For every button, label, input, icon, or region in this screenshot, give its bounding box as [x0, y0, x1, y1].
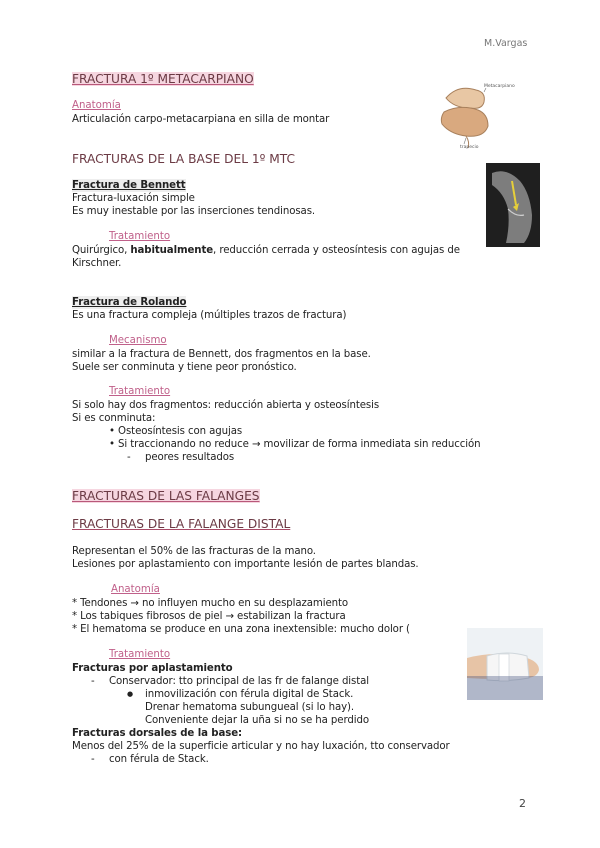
bennett-treatment-label: Tratamiento — [109, 231, 171, 242]
crush-line2: Drenar hematoma subungueal (si lo hay). — [145, 702, 355, 713]
section-title-base-mtc: FRACTURAS DE LA BASE DEL 1º MTC — [72, 152, 296, 166]
bennett-treatment-text: Quirúrgico, habitualmente, reducción cerrada y osteosíntesis con agujas de Kirschner. — [72, 245, 460, 269]
illustration-label-top: Metacarpiano — [484, 84, 515, 89]
rolando-t1: Si solo hay dos fragmentos: reducción abierta y osteosíntesis — [72, 400, 380, 411]
author-name: M.Vargas — [484, 38, 528, 49]
bennett-xray-image — [486, 163, 540, 247]
dorsal-title: Fracturas dorsales de la base: — [72, 728, 243, 739]
dorsal-dash: con férula de Stack. — [109, 754, 209, 765]
rolando-bullet1: • Osteosíntesis con agujas — [109, 426, 243, 437]
rolando-title: Fractura de Rolando — [72, 297, 187, 308]
rolando-dash1: peores resultados — [145, 452, 235, 463]
rolando-mech2: Suele ser conminuta y tiene peor pronóstico. — [72, 362, 297, 373]
bennett-line1: Fractura-luxación simple — [72, 193, 195, 204]
phalanx-anatomy-label: Anatomía — [111, 584, 160, 595]
section-title-metacarpal: FRACTURA 1º METACARPIANO — [72, 72, 254, 86]
rolando-bullet2: • Si traccionando no reduce → movilizar de forma inmediata sin reducción — [109, 439, 481, 450]
crush-title: Fracturas por aplastamiento — [72, 663, 233, 674]
crush-dash: Conservador: tto principal de las fr de falange distal — [109, 676, 370, 687]
carpometacarpal-joint-illustration — [436, 78, 528, 154]
phalanx-treatment-label: Tratamiento — [109, 649, 171, 660]
section-title-phalanges: FRACTURAS DE LAS FALANGES — [72, 489, 260, 503]
crush-dash-mark: - — [91, 676, 95, 687]
bennett-line2: Es muy inestable por las inserciones tendinosas. — [72, 206, 316, 217]
dorsal-dash-mark: - — [91, 754, 95, 765]
anatomy-text: Articulación carpo-metacarpiana en silla de montar — [72, 114, 330, 125]
rolando-treatment-label: Tratamiento — [109, 386, 171, 397]
rolando-mechanism-label: Mecanismo — [109, 335, 167, 346]
rolando-dash-mark: - — [127, 452, 131, 463]
rolando-mech1: similar a la fractura de Bennett, dos fragmentos en la base. — [72, 349, 371, 360]
dorsal-text: Menos del 25% de la superficie articular y no hay luxación, tto conservador — [72, 741, 450, 752]
page-number: 2 — [519, 797, 526, 810]
anatomy-label: Anatomía — [72, 100, 121, 111]
rolando-t2: Si es conminuta: — [72, 413, 156, 424]
illustration-label-bottom: trapecio — [460, 145, 479, 150]
crush-line3: Conveniente dejar la uña si no se ha perdido — [145, 715, 369, 726]
phalanx-intro2: Lesiones por aplastamiento con importante lesión de partes blandas. — [72, 559, 419, 570]
phalanx-anatomy2: * Los tabiques fibrosos de piel → estabilizan la fractura — [72, 611, 346, 622]
phalanx-anatomy3: * El hematoma se produce en una zona inextensible: mucho dolor ( — [72, 624, 410, 635]
bennett-title: Fractura de Bennett — [72, 180, 186, 191]
stack-splint-image — [467, 628, 543, 700]
phalanx-intro1: Representan el 50% de las fracturas de la mano. — [72, 546, 316, 557]
crush-bullet: inmovilización con férula digital de Stack. — [145, 689, 354, 700]
crush-bullet-mark: ● — [127, 690, 134, 698]
phalanx-anatomy1: * Tendones → no influyen mucho en su desplazamiento — [72, 598, 349, 609]
subsection-title-distal: FRACTURAS DE LA FALANGE DISTAL — [72, 517, 291, 531]
rolando-line1: Es una fractura compleja (múltiples trazos de fractura) — [72, 310, 347, 321]
